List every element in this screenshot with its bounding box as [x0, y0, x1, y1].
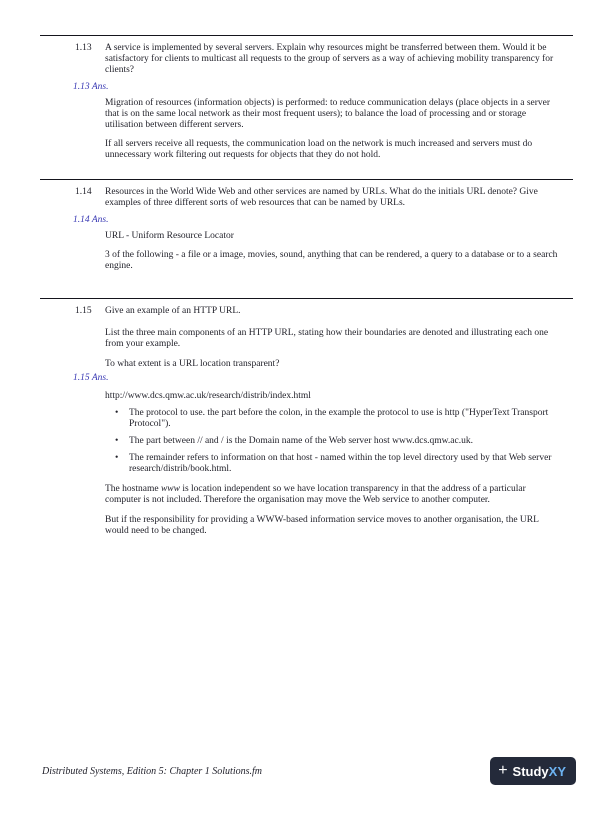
question-text: A service is implemented by several servers. Explain why resources might be transferred between them. Would it be satisfactory for clients to multicast all requests to the group of servers as a way of achieving mobility transparency for clients? — [105, 43, 554, 75]
bullet-marker: • — [115, 436, 119, 446]
hostname-pre: The hostname — [105, 484, 161, 494]
bullet-item — [115, 453, 558, 475]
answer-paragraph: If all servers receive all requests, the communication load on the network is much increased and servers must do unnecessary work filtering out requests for objects that they do not hold. — [105, 139, 533, 160]
section-1-13 — [0, 43, 612, 161]
question-text: Resources in the World Wide Web and other services are named by URLs. What do the initials URL denote? Give examples of three different sorts of web resources that can be named by URLs. — [105, 187, 538, 208]
question-paragraph: List the three main components of an HTTP URL, stating how their boundaries are denoted and illustrating each one from your example. — [105, 328, 549, 349]
bullet-marker: • — [115, 408, 119, 418]
answer-paragraph: 3 of the following - a file or a image, movies, sound, anything that can be rendered, a query to a database or to a search engine. — [105, 250, 558, 271]
answer-label: 1.13 Ans. — [73, 82, 109, 92]
section-1-15 — [0, 306, 612, 537]
url-example: http://www.dcs.qmw.ac.uk/research/distrib/index.html — [105, 391, 311, 401]
question-number: 1.13 — [75, 43, 92, 53]
question-row — [0, 43, 612, 76]
question-paragraph: To what extent is a URL location transparent? — [105, 359, 280, 369]
answer-paragraph: URL - Uniform Resource Locator — [105, 231, 234, 241]
page-footer: Distributed Systems, Edition 5: Chapter 1 Solutions.fm — [42, 766, 262, 777]
bullet-item — [115, 408, 558, 430]
hostname-paragraph — [105, 484, 560, 506]
studyxy-logo — [490, 757, 576, 785]
logo-text-study: Study — [512, 763, 549, 779]
bullet-text: The part between // and / is the Domain name of the Web server host www.dcs.qmw.ac.uk. — [129, 436, 473, 446]
plus-icon: + — [498, 762, 508, 779]
bullet-marker: • — [115, 453, 119, 463]
question-text: Give an example of an HTTP URL. — [105, 306, 241, 316]
bullet-text: The protocol to use. the part before the colon, in the example the protocol to use is http ("HyperText Transport Protocol"). — [129, 408, 549, 429]
section-divider — [40, 179, 573, 180]
answer-label: 1.15 Ans. — [73, 373, 109, 383]
section-divider — [40, 298, 573, 299]
hostname-post: is location independent so we have location transparency in that the address of a particular computer is not included. Therefore the organisation may move the Web service to another computer. — [105, 484, 526, 505]
bullet-item — [115, 436, 558, 447]
question-row — [0, 306, 612, 317]
answer-label: 1.14 Ans. — [73, 215, 109, 225]
question-number: 1.14 — [75, 187, 92, 197]
section-divider — [40, 35, 573, 36]
section-1-14 — [0, 187, 612, 272]
hostname-www: www — [160, 484, 180, 494]
question-number: 1.15 — [75, 306, 92, 316]
logo-text-xy: XY — [548, 763, 566, 779]
bullet-text: The remainder refers to information on that host - named within the top level directory used by that Web server research/distrib/book.html. — [129, 453, 552, 474]
closing-paragraph: But if the responsibility for providing a WWW-based information service moves to another organisation, the URL would need to be changed. — [105, 515, 539, 536]
question-row — [0, 187, 612, 209]
answer-paragraph: Migration of resources (information objects) is performed: to reduce communication delays (place objects in a server that is on the same local network as their most frequent users); to balance the load of processing and or storage utilisation between different servers. — [105, 98, 551, 130]
